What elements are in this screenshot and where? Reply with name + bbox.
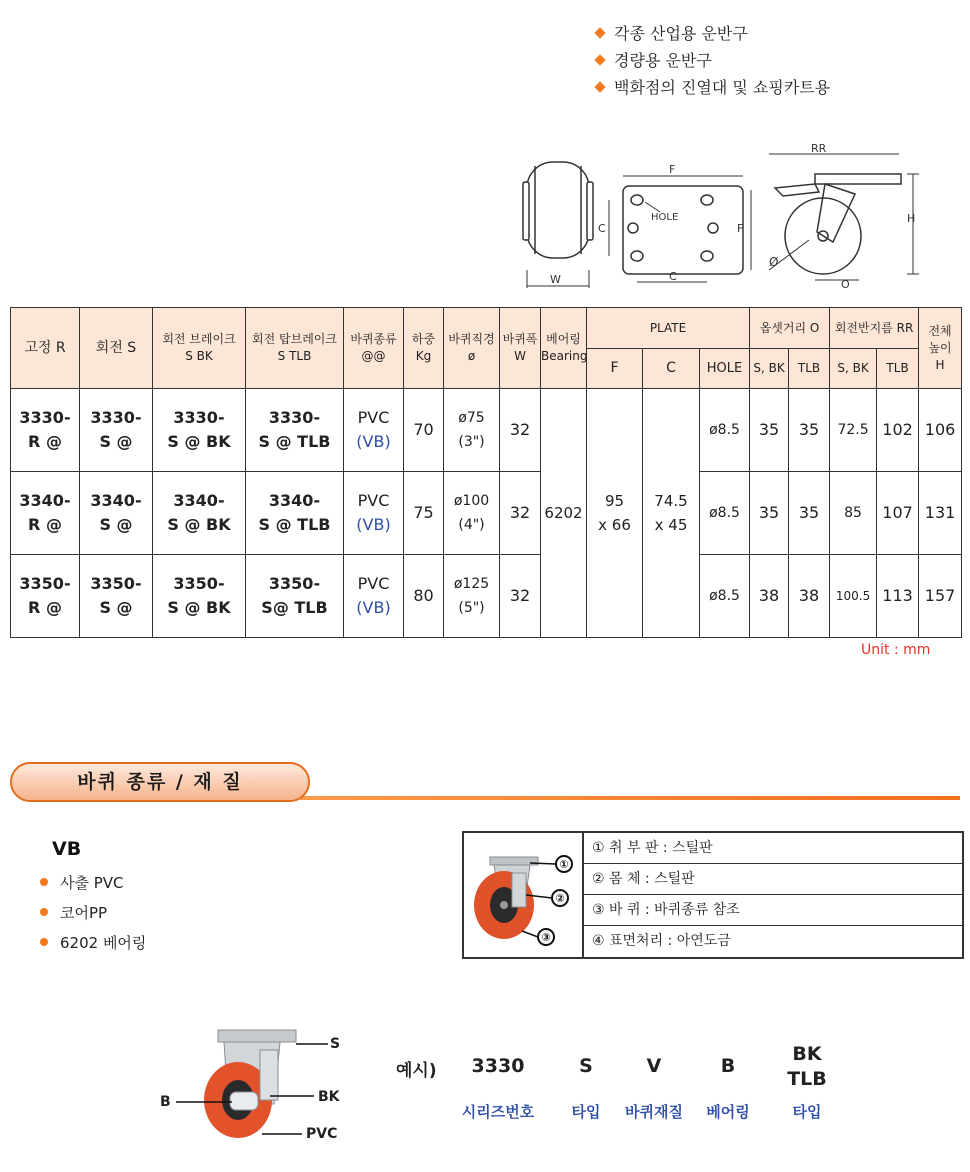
cell-wheel-type: PVC (VB) bbox=[344, 472, 404, 555]
cell-radius-tlb: 107 bbox=[877, 472, 919, 555]
example-sub-material: 바퀴재질 bbox=[625, 1103, 683, 1121]
cell-swivel: 3330- S @ bbox=[80, 389, 153, 472]
cell-height: 131 bbox=[919, 472, 962, 555]
header-radius-tlb: TLB bbox=[877, 349, 919, 389]
cell-radius-sbk: 85 bbox=[830, 472, 877, 555]
c-dimension-label-bottom: C bbox=[669, 270, 677, 283]
example-series-code: 3330 bbox=[471, 1055, 525, 1077]
hole-label: HOLE bbox=[651, 212, 679, 223]
cell-plate-c: 74.5 x 45 bbox=[643, 389, 700, 638]
vb-feature-list bbox=[40, 868, 146, 958]
caster-side-view bbox=[769, 154, 919, 280]
example-material-code: V bbox=[646, 1055, 662, 1077]
cell-wheel-diameter: ø125 (5") bbox=[444, 555, 500, 638]
cell-load: 80 bbox=[404, 555, 444, 638]
unit-label: Unit : mm bbox=[861, 642, 931, 658]
header-wheel-type: 바퀴종류 @@ bbox=[344, 308, 404, 389]
cell-bearing: 6202 bbox=[541, 389, 587, 638]
cell-wheel-width: 32 bbox=[500, 555, 541, 638]
w-dimension-label: W bbox=[550, 273, 561, 286]
cell-plate-hole: ø8.5 bbox=[700, 389, 750, 472]
callout-bk: BK bbox=[318, 1089, 340, 1105]
callout-2: ② bbox=[555, 892, 565, 905]
table-header-row bbox=[11, 308, 962, 349]
section-title: 바퀴 종류 / 재 질 bbox=[10, 762, 310, 802]
cell-offset-sbk: 38 bbox=[750, 555, 789, 638]
cell-swivel: 3350- S @ bbox=[80, 555, 153, 638]
example-label: 예시) bbox=[396, 1061, 437, 1081]
header-fixed: 고정 R bbox=[11, 308, 80, 389]
o-dimension-label: O bbox=[841, 278, 850, 290]
callout-pvc: PVC bbox=[306, 1126, 338, 1142]
cell-swivel-brake: 3350- S @ BK bbox=[153, 555, 246, 638]
header-swivel: 회전 S bbox=[80, 308, 153, 389]
cell-offset-sbk: 35 bbox=[750, 472, 789, 555]
f-dimension-label-vertical: F bbox=[737, 222, 744, 235]
header-wheel-diameter: 바퀴직경 ø bbox=[444, 308, 500, 389]
cell-swivel-brake: 3330- S @ BK bbox=[153, 389, 246, 472]
cell-height: 106 bbox=[919, 389, 962, 472]
table-row: ④ 표면처리 : 아연도금 bbox=[592, 933, 731, 949]
cell-wheel-diameter: ø100 (4") bbox=[444, 472, 500, 555]
vb-title: VB bbox=[52, 838, 82, 860]
dot-bullet-icon bbox=[40, 938, 48, 946]
feature-list bbox=[596, 20, 830, 101]
example-sub-type: 타입 bbox=[571, 1103, 601, 1121]
cell-offset-sbk: 35 bbox=[750, 389, 789, 472]
list-item: 코어PP bbox=[40, 898, 146, 928]
header-swivel-top-brake: 회전 탑브레이크 S TLB bbox=[246, 308, 344, 389]
caster-wheel-illustration bbox=[464, 833, 582, 957]
c-dimension-label: C bbox=[598, 222, 606, 235]
cell-swivel-brake: 3340- S @ BK bbox=[153, 472, 246, 555]
cell-swivel-top-brake: 3330- S @ TLB bbox=[246, 389, 344, 472]
dot-bullet-icon bbox=[40, 878, 48, 886]
example-sub-series: 시리즈번호 bbox=[461, 1103, 535, 1121]
cell-radius-sbk: 72.5 bbox=[830, 389, 877, 472]
cell-fixed: 3350- R @ bbox=[11, 555, 80, 638]
rr-dimension-label: RR bbox=[811, 142, 827, 155]
header-bearing: 베어링 Bearing bbox=[541, 308, 587, 389]
parts-spec-rows bbox=[584, 833, 962, 956]
cell-height: 157 bbox=[919, 555, 962, 638]
header-plate-hole: HOLE bbox=[700, 349, 750, 389]
callout-b: B bbox=[160, 1094, 171, 1110]
cell-offset-tlb: 38 bbox=[789, 555, 830, 638]
caster-dimension-diagram bbox=[515, 140, 935, 290]
list-item: 6202 베어링 bbox=[40, 928, 146, 958]
header-radius-sbk: S, BK bbox=[830, 349, 877, 389]
caster-photo-cell bbox=[464, 833, 584, 957]
table-row: ① 취 부 판 : 스틸판 bbox=[584, 833, 962, 864]
f-dimension-label: F bbox=[669, 163, 676, 176]
header-offset-sbk: S, BK bbox=[750, 349, 789, 389]
diamond-bullet-icon bbox=[594, 81, 605, 92]
cell-wheel-type: PVC (VB) bbox=[344, 389, 404, 472]
callout-s: S bbox=[330, 1036, 341, 1052]
table-row: ③ 바 퀴 : 바퀴종류 참조 bbox=[584, 895, 962, 926]
list-item: 사출 PVC bbox=[40, 868, 146, 898]
cell-radius-tlb: 102 bbox=[877, 389, 919, 472]
cell-offset-tlb: 35 bbox=[789, 472, 830, 555]
feature-item: 경량용 운반구 bbox=[596, 47, 830, 74]
example-type-code: S bbox=[579, 1055, 593, 1077]
example-sub-type-2: 타입 bbox=[792, 1103, 822, 1121]
header-plate-c: C bbox=[643, 349, 700, 389]
feature-item: 백화점의 진열대 및 쇼핑카트용 bbox=[596, 74, 830, 101]
dot-bullet-icon bbox=[40, 908, 48, 916]
example-sub-bearing: 베어링 bbox=[706, 1103, 750, 1121]
example-brake-type-code: BK TLB bbox=[787, 1043, 827, 1090]
cell-radius-tlb: 113 bbox=[877, 555, 919, 638]
header-offset-tlb: TLB bbox=[789, 349, 830, 389]
header-load: 하중 Kg bbox=[404, 308, 444, 389]
cell-swivel-top-brake: 3340- S @ TLB bbox=[246, 472, 344, 555]
table-row bbox=[11, 389, 962, 472]
cell-wheel-type: PVC (VB) bbox=[344, 555, 404, 638]
header-offset: 옵셋거리 O bbox=[750, 308, 830, 349]
cell-wheel-diameter: ø75 (3") bbox=[444, 389, 500, 472]
diameter-label: Ø bbox=[769, 255, 779, 269]
section-divider bbox=[300, 796, 960, 800]
header-plate: PLATE bbox=[587, 308, 750, 349]
cell-load: 70 bbox=[404, 389, 444, 472]
header-plate-f: F bbox=[587, 349, 643, 389]
cell-wheel-width: 32 bbox=[500, 472, 541, 555]
table-row bbox=[11, 555, 962, 638]
header-height: 전체 높이 H bbox=[919, 308, 962, 389]
parts-spec-box bbox=[462, 831, 964, 959]
cell-offset-tlb: 35 bbox=[789, 389, 830, 472]
diamond-bullet-icon bbox=[594, 27, 605, 38]
header-wheel-width: 바퀴폭 W bbox=[500, 308, 541, 389]
callout-3: ③ bbox=[541, 931, 551, 944]
plate-top-view bbox=[609, 176, 751, 282]
diamond-bullet-icon bbox=[594, 54, 605, 65]
h-dimension-label: H bbox=[907, 212, 916, 225]
example-bearing-code: B bbox=[720, 1055, 736, 1077]
wheel-side-view bbox=[523, 162, 593, 288]
cell-plate-hole: ø8.5 bbox=[700, 555, 750, 638]
spec-table bbox=[10, 307, 962, 638]
table-row bbox=[11, 472, 962, 555]
header-radius: 회전반지름 RR bbox=[830, 308, 919, 349]
cell-fixed: 3340- R @ bbox=[11, 472, 80, 555]
cell-load: 75 bbox=[404, 472, 444, 555]
table-row: ② 몸 체 : 스틸판 bbox=[584, 864, 962, 895]
cell-fixed: 3330- R @ bbox=[11, 389, 80, 472]
cell-wheel-width: 32 bbox=[500, 389, 541, 472]
feature-item: 각종 산업용 운반구 bbox=[596, 20, 830, 47]
cell-plate-f: 95 x 66 bbox=[587, 389, 643, 638]
callout-1: ① bbox=[559, 858, 569, 871]
cell-swivel-top-brake: 3350- S@ TLB bbox=[246, 555, 344, 638]
header-swivel-brake: 회전 브레이크 S BK bbox=[153, 308, 246, 389]
cell-radius-sbk: 100.5 bbox=[830, 555, 877, 638]
cell-plate-hole: ø8.5 bbox=[700, 472, 750, 555]
cell-swivel: 3340- S @ bbox=[80, 472, 153, 555]
